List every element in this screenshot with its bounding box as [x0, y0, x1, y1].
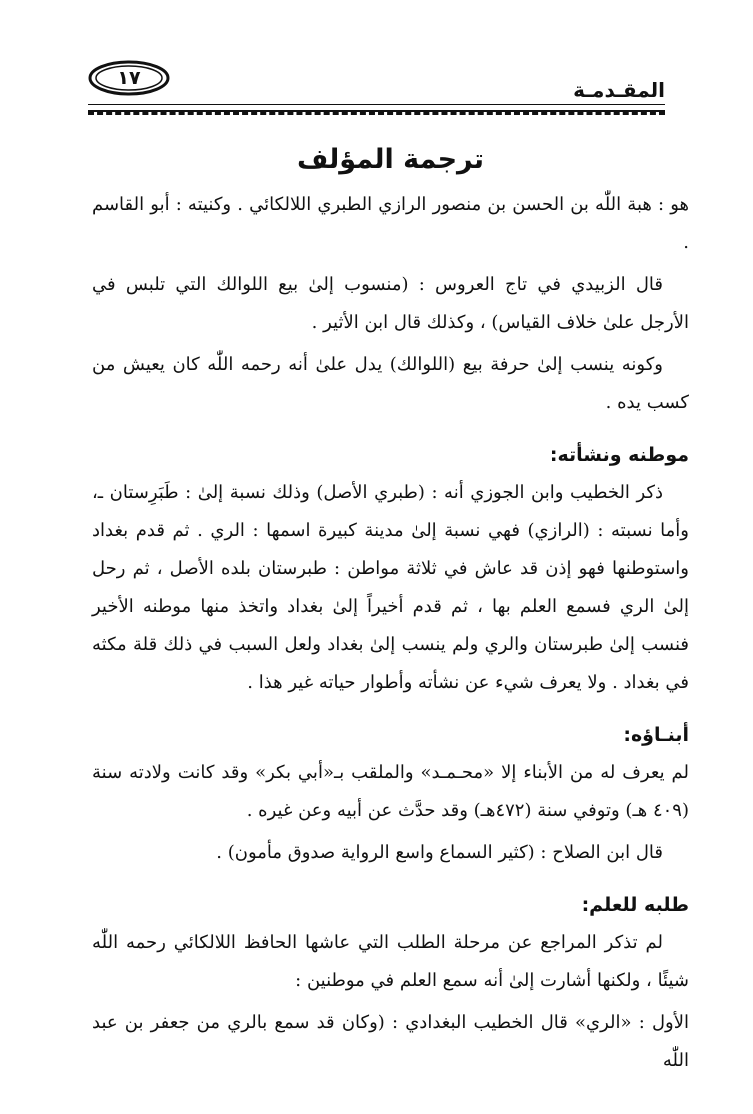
page-title: ترجمة المؤلف [297, 144, 484, 175]
children-paragraph: لم يعرف له من الأبناء إلا «محـمـد» والملقب بـ«أبي بكر» وقد كانت ولادته سنة (٤٠٩ هـ) وتوفي سنة (٤٧٢هـ) وقد حدَّث عن أبيه وعن غيره . [92, 762, 689, 821]
page-number-badge [88, 60, 170, 96]
section-heading-study: طلبه للعلم: [581, 894, 689, 916]
intro-paragraph: قال الزبيدي في تاج العروس : (منسوب إلىٰ بيع اللوالك التي تلبس في الأرجل علىٰ خلاف القياس) ، وكذلك قال ابن الأثير . [92, 274, 689, 333]
page-number: ١٧ [117, 67, 141, 89]
page-body [92, 140, 689, 1084]
study-paragraph: الأول : «الري» قال الخطيب البغدادي : (وكان قد سمع بالري من جعفر بن عبد اللّٰه [92, 1012, 689, 1071]
intro-paragraph: وكونه ينسب إلىٰ حرفة بيع (اللوالك) يدل علىٰ أنه رحمه اللّٰه كان يعيش من كسب يده . [92, 354, 689, 413]
section-heading-children: أبنـاؤه: [623, 724, 689, 746]
header-dashed-rule [88, 112, 665, 115]
section-heading-homeland: موطنه ونشأته: [549, 444, 689, 466]
children-paragraph: قال ابن الصلاح : (كثير السماع واسع الرواية صدوق مأمون) . [216, 842, 663, 863]
homeland-paragraph: ذكر الخطيب وابن الجوزي أنه : (طبري الأصل) وذلك نسبة إلىٰ : طَبَرِستان ـ، وأما نسبته : (الرازي) فهي نسبة إلىٰ مدينة كبيرة اسمها : الري . ثم قدم بغداد واستوطنها فهو إذن قد عاش في ثلاثة مواطن : طبرستان بلده الأصل ، ثم رحل إلىٰ الري فسمع العلم بها ، ثم قدم أخيراً إلىٰ بغداد واتخذ منها موطنه الأخير فنسب إلىٰ طبرستان والري ولم ينسب إلىٰ بغداد ولعل السبب في ذلك قلة مكثه في بغداد . ولا يعرف شيء عن نشأته وأطوار حياته غير هذا . [92, 482, 689, 693]
intro-paragraph: هو : هبة اللّٰه بن الحسن بن منصور الرازي الطبري اللالكائي . وكنيته : أبو القاسم . [92, 194, 689, 253]
header-rule [88, 104, 665, 112]
study-paragraph: لم تذكر المراجع عن مرحلة الطلب التي عاشها الحافظ اللالكائي رحمه اللّٰه شيئًا ، ولكنها أشارت إلىٰ أنه سمع العلم في موطنين : [92, 932, 689, 991]
page-header [88, 58, 665, 112]
running-title: المقـدمـة [573, 78, 665, 102]
